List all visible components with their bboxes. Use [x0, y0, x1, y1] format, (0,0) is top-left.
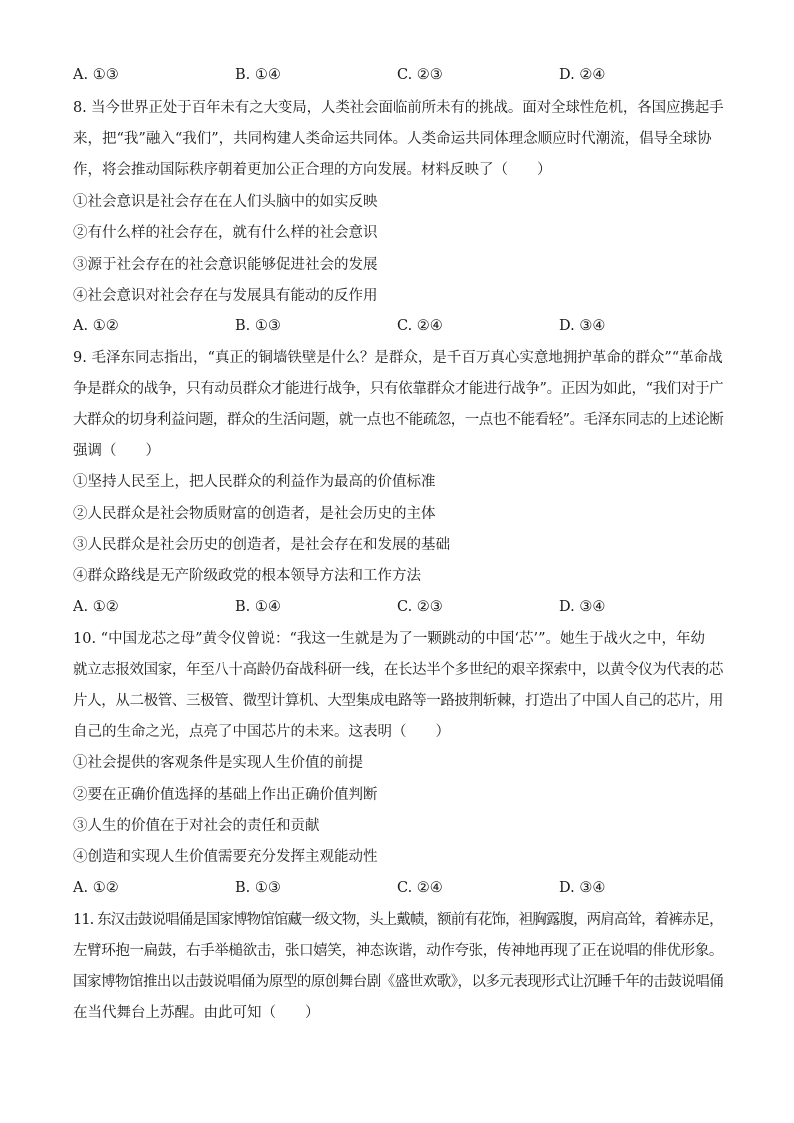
option-b[interactable]: B. ①③	[235, 880, 281, 896]
q9-statement: ③人民群众是社会历史的创造者，是社会存在和发展的基础	[73, 537, 450, 553]
q11-stem-line: 国家博物馆推出以击鼓说唱俑为原型的原创舞台剧《盛世欢歌》，以多元表现形式让沉睡千年的击鼓说唱俑	[73, 974, 724, 990]
option-c[interactable]: C. ②③	[397, 599, 443, 615]
option-c[interactable]: C. ②④	[397, 880, 443, 896]
option-d[interactable]: D. ②④	[559, 67, 606, 83]
q11-stem-line: 11. 东汉击鼓说唱俑是国家博物馆馆藏一级文物，头上戴帻，额前有花饰，袒胸露腹，两肩高耸，着裤赤足，	[73, 912, 723, 928]
option-d[interactable]: D. ③④	[559, 880, 606, 896]
q11-stem-line: 在当代舞台上苏醒。由此可知（ ）	[73, 1005, 320, 1021]
option-a[interactable]: A. ①③	[73, 67, 119, 83]
q8-stem-line: 作，将会推动国际秩序朝着更加公正合理的方向发展。材料反映了（ ）	[73, 162, 552, 178]
q9-stem-line: 争是群众的战争，只有动员群众才能进行战争，只有依靠群众才能进行战争”。正因为如此，“我们对于广	[73, 381, 724, 397]
q9-statement: ④群众路线是无产阶级政党的根本领导方法和工作方法	[73, 568, 421, 584]
q8-statement: ③源于社会存在的社会意识能够促进社会的发展	[73, 257, 378, 273]
q8-statement: ①社会意识是社会存在在人们头脑中的如实反映	[73, 194, 378, 210]
q10-stem-line: 片人，从二极管、三极管、微型计算机、大型集成电路等一路披荆斩棘，打造出了中国人自己的芯片，用	[73, 693, 723, 709]
q9-statement: ②人民群众是社会物质财富的创造者，是社会历史的主体	[73, 506, 436, 522]
option-a[interactable]: A. ①②	[73, 599, 119, 615]
q10-statement: ②要在正确价值选择的基础上作出正确价值判断	[73, 787, 378, 803]
q9-stem-line: 大群众的切身利益问题，群众的生活问题，就一点也不能疏忽，一点也不能看轻”。毛泽东同志的上述论断	[73, 412, 724, 428]
option-a[interactable]: A. ①②	[73, 318, 119, 334]
q10-statement: ①社会提供的客观条件是实现人生价值的前提	[73, 755, 363, 771]
q7-options	[73, 65, 723, 85]
q11-stem-line: 左臂环抱一扁鼓，右手举槌欲击，张口嬉笑，神态诙谐，动作夸张，传神地再现了正在说唱的俳优形象。	[73, 943, 723, 959]
q9-options	[73, 597, 723, 617]
option-d[interactable]: D. ③④	[559, 599, 606, 615]
q10-statement: ③人生的价值在于对社会的责任和贡献	[73, 818, 320, 834]
q9-stem-line: 强调（ ）	[73, 443, 160, 459]
option-c[interactable]: C. ②③	[397, 67, 443, 83]
option-a[interactable]: A. ①②	[73, 880, 119, 896]
q10-stem-line: 就立志报效国家，年至八十高龄仍奋战科研一线，在长达半个多世纪的艰辛探索中，以黄令仪为代表的芯	[73, 662, 723, 678]
q8-statement: ②有什么样的社会存在，就有什么样的社会意识	[73, 225, 378, 241]
option-b[interactable]: B. ①③	[235, 318, 281, 334]
q9-statement: ①坚持人民至上，把人民群众的利益作为最高的价值标准	[73, 474, 436, 490]
q8-statement: ④社会意识对社会存在与发展具有能动的反作用	[73, 288, 378, 304]
option-b[interactable]: B. ①④	[235, 599, 281, 615]
q8-stem-line: 来，把“我”融入“我们”，共同构建人类命运共同体。人类命运共同体理念顺应时代潮流，倡导全球协	[73, 131, 712, 147]
q10-stem-line: 10. “中国龙芯之母”黄令仪曾说：“我这一生就是为了一颗跳动的中国‘芯’”。她生于战火之中，年幼	[73, 631, 706, 647]
option-c[interactable]: C. ②④	[397, 318, 443, 334]
q8-options	[73, 316, 723, 336]
q9-stem-line: 9. 毛泽东同志指出，“真正的铜墙铁壁是什么？是群众，是千百万真心实意地拥护革命的群众”“革命战	[73, 350, 723, 366]
q10-stem-line: 自己的生命之光，点亮了中国芯片的未来。这表明（ ）	[73, 724, 450, 740]
q8-stem-line: 8. 当今世界正处于百年未有之大变局，人类社会面临前所未有的挑战。面对全球性危机，各国应携起手	[73, 100, 724, 116]
q10-options	[73, 878, 723, 898]
option-d[interactable]: D. ③④	[559, 318, 606, 334]
option-b[interactable]: B. ①④	[235, 67, 281, 83]
q10-statement: ④创造和实现人生价值需要充分发挥主观能动性	[73, 849, 378, 865]
